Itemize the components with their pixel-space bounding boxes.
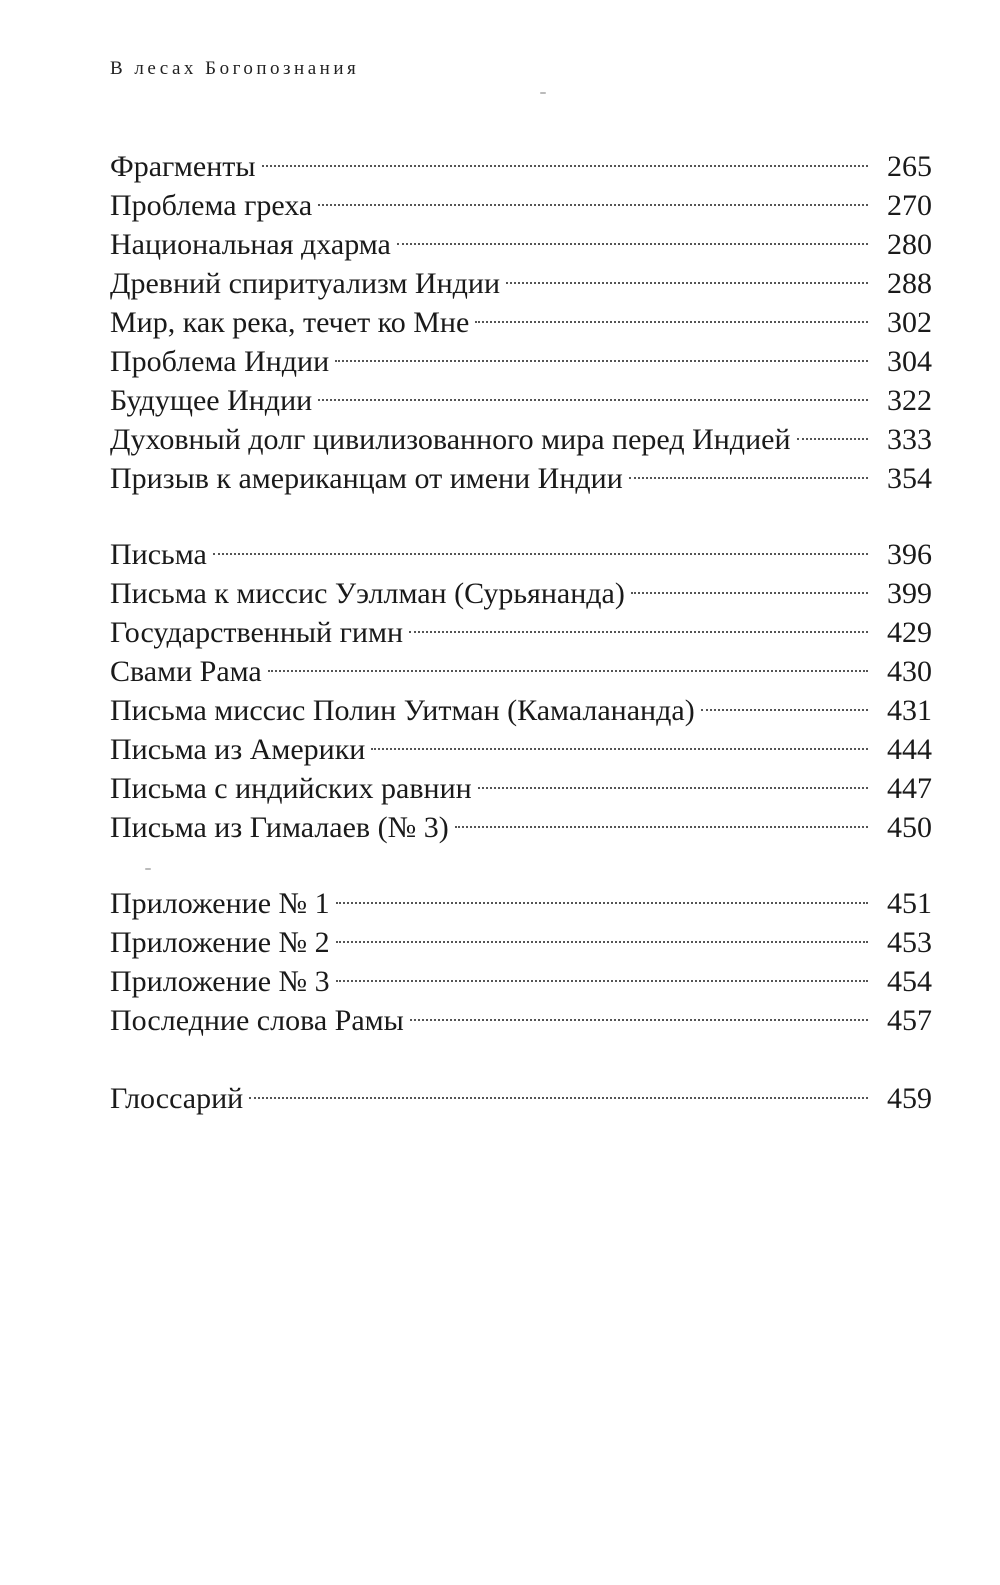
toc-entry-title: Последние слова Рамы [110, 1001, 408, 1040]
toc-entry[interactable] [110, 564, 932, 610]
toc-entry-title: Будущее Индии [110, 381, 316, 420]
toc-entry-title: Письма к миссис Уэллман (Сурьянанда) [110, 574, 629, 613]
toc-entry[interactable] [110, 952, 932, 998]
toc-entry-page-number: 354 [874, 459, 932, 498]
toc-dot-leader [316, 371, 874, 410]
toc-entry[interactable] [110, 991, 932, 1037]
toc-entry-title: Приложение № 3 [110, 962, 334, 1001]
toc-group-letters [110, 525, 932, 844]
toc-entry-page-number: 265 [874, 147, 932, 186]
toc-entry[interactable] [110, 913, 932, 959]
toc-entry-page-number: 459 [874, 1079, 932, 1118]
toc-dot-leader [260, 137, 874, 176]
toc-entry-page-number: 429 [874, 613, 932, 652]
toc-entry-title: Приложение № 1 [110, 884, 334, 923]
toc-entry-title: Фрагменты [110, 147, 260, 186]
toc-group-essays [110, 137, 932, 495]
toc-entry[interactable] [110, 410, 932, 456]
toc-entry[interactable] [110, 720, 932, 766]
toc-entry[interactable] [110, 215, 932, 261]
toc-entry-page-number: 333 [874, 420, 932, 459]
toc-entry-page-number: 270 [874, 186, 932, 225]
toc-dot-leader [334, 913, 874, 952]
toc-dot-leader [316, 176, 874, 215]
toc-dot-leader [333, 332, 874, 371]
toc-entry-title: Мир, как река, течет ко Мне [110, 303, 473, 342]
toc-entry[interactable] [110, 332, 932, 378]
toc-entry[interactable] [110, 798, 932, 844]
toc-entry-title: Письма из Америки [110, 730, 369, 769]
toc-entry[interactable] [110, 137, 932, 183]
toc-entry-title: Проблема греха [110, 186, 316, 225]
toc-entry-page-number: 280 [874, 225, 932, 264]
toc-entry-page-number: 399 [874, 574, 932, 613]
toc-entry[interactable] [110, 642, 932, 688]
toc-dot-leader [795, 410, 875, 449]
toc-dot-leader [627, 449, 874, 488]
toc-entry-title: Письма с индийских равнин [110, 769, 476, 808]
toc-entry-title: Приложение № 2 [110, 923, 334, 962]
toc-dot-leader [453, 798, 874, 837]
toc-entry-page-number: 322 [874, 381, 932, 420]
toc-entry-title: Свами Рама [110, 652, 266, 691]
toc-entry-page-number: 430 [874, 652, 932, 691]
toc-entry[interactable] [110, 603, 932, 649]
toc-group-appendices [110, 874, 932, 1037]
toc-entry-page-number: 451 [874, 884, 932, 923]
toc-dot-leader [395, 215, 874, 254]
toc-entry[interactable] [110, 176, 932, 222]
toc-entry-title: Письма из Гималаев (№ 3) [110, 808, 453, 847]
toc-group-glossary [110, 1069, 932, 1115]
toc-dot-leader [699, 681, 874, 720]
toc-entry[interactable] [110, 759, 932, 805]
toc-entry-page-number: 302 [874, 303, 932, 342]
toc-entry[interactable] [110, 449, 932, 495]
toc-entry-title: Глоссарий [110, 1079, 247, 1118]
toc-entry-page-number: 288 [874, 264, 932, 303]
toc-entry[interactable] [110, 254, 932, 300]
toc-entry-page-number: 431 [874, 691, 932, 730]
toc-dot-leader [266, 642, 874, 681]
toc-entry-title: Национальная дхарма [110, 225, 395, 264]
toc-dot-leader [407, 603, 874, 642]
toc-entry[interactable] [110, 874, 932, 920]
toc-entry[interactable] [110, 681, 932, 727]
toc-dot-leader [369, 720, 874, 759]
toc-dot-leader [629, 564, 874, 603]
toc-entry-page-number: 454 [874, 962, 932, 1001]
toc-entry-page-number: 447 [874, 769, 932, 808]
paper-speck [145, 868, 151, 870]
toc-entry-title: Духовный долг цивилизованного мира перед Индией [110, 420, 795, 459]
toc-dot-leader [504, 254, 874, 293]
running-head: В лесах Богопознания [110, 58, 360, 79]
toc-dot-leader [334, 952, 874, 991]
toc-dot-leader [476, 759, 874, 798]
toc-entry-title: Древний спиритуализм Индии [110, 264, 504, 303]
toc-entry[interactable] [110, 371, 932, 417]
toc-entry-page-number: 444 [874, 730, 932, 769]
toc-dot-leader [247, 1069, 874, 1108]
toc-entry[interactable] [110, 1069, 932, 1115]
toc-entry-title: Государственный гимн [110, 613, 407, 652]
toc-entry[interactable] [110, 293, 932, 339]
toc-entry-title: Проблема Индии [110, 342, 333, 381]
toc-entry-page-number: 453 [874, 923, 932, 962]
toc-entry-page-number: 450 [874, 808, 932, 847]
toc-entry-page-number: 396 [874, 535, 932, 574]
toc-dot-leader [473, 293, 874, 332]
paper-speck [540, 92, 546, 94]
toc-entry[interactable] [110, 525, 932, 571]
toc-dot-leader [408, 991, 874, 1030]
toc-entry-page-number: 304 [874, 342, 932, 381]
toc-entry-page-number: 457 [874, 1001, 932, 1040]
toc-dot-leader [334, 874, 874, 913]
toc-entry-title: Письма миссис Полин Уитман (Камалананда) [110, 691, 699, 730]
toc-entry-title: Призыв к американцам от имени Индии [110, 459, 627, 498]
toc-dot-leader [211, 525, 874, 564]
toc-entry-title: Письма [110, 535, 211, 574]
